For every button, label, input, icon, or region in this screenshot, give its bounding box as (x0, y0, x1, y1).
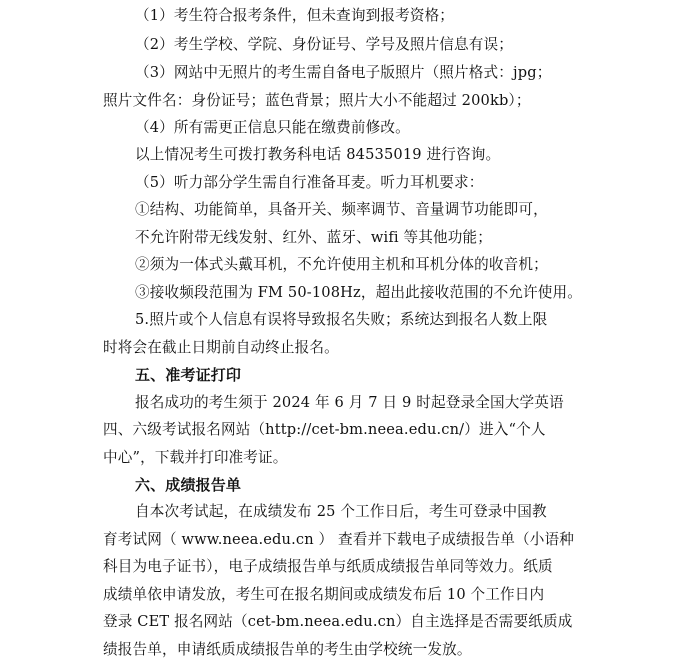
score-para-line-5: 登录 CET 报名网站（cet-bm.neea.edu.cn）自主选择是否需要纸质成 (103, 613, 573, 630)
admission-para-line-1: 报名成功的考生须于 2024 年 6 月 7 日 9 时起登录全国大学英语 (135, 394, 564, 411)
item-3-line: （3）网站中无照片的考生需自备电子版照片（照片格式：jpg； (135, 64, 552, 81)
admission-para-line-3: 中心”，下载并打印准考证。 (103, 449, 288, 466)
headset-req-1: ①结构、功能简单，具备开关、频率调节、音量调节功能即可， (135, 201, 548, 218)
headset-req-3: ③接收频段范围为 FM 50-108Hz，超出此接收范围的不允许使用。 (135, 284, 583, 301)
item-2-line: （2）考生学校、学院、身份证号、学号及照片信息有误； (135, 36, 514, 53)
score-para-line-1: 自本次考试起，在成绩发布 25 个工作日后，考生可登录中国教 (135, 503, 547, 520)
item-4-line: （4）所有需更正信息只能在缴费前修改。 (135, 119, 410, 136)
contact-note: 以上情况考生可拨打教务科电话 84535019 进行咨询。 (135, 146, 501, 163)
score-para-line-3: 科目为电子证书），电子成绩报告单与纸质成绩报告单同等效力。纸质 (103, 558, 553, 575)
score-para-line-2: 育考试网（ www.neea.edu.cn ） 查看并下载电子成绩报告单（小语种 (103, 531, 574, 548)
item-1-line: （1）考生符合报考条件，但未查询到报考资格； (135, 7, 455, 24)
headset-req-2: ②须为一体式头戴耳机，不允许使用主机和耳机分体的收音机； (135, 256, 548, 273)
item-3-continuation: 照片文件名：身份证号；蓝色背景；照片大小不能超过 200kb）； (103, 92, 531, 109)
score-para-line-4: 成绩单依申请发放，考生可在报名期间或成绩发布后 10 个工作日内 (103, 586, 545, 603)
section-5-heading: 五、准考证打印 (135, 366, 242, 384)
point-5-continuation: 时将会在截止日期前自动终止报名。 (103, 339, 339, 356)
section-6-heading: 六、成绩报告单 (135, 476, 242, 494)
item-5-line: （5）听力部分学生需自行准备耳麦。听力耳机要求： (135, 174, 484, 191)
point-5-line: 5.照片或个人信息有误将导致报名失败；系统达到报名人数上限 (135, 311, 548, 328)
admission-para-line-2: 四、六级考试报名网站（http://cet-bm.neea.edu.cn/）进入“个人 (103, 421, 546, 438)
headset-req-1-cont: 不允许附带无线发射、红外、蓝牙、wifi 等其他功能； (135, 229, 492, 246)
score-para-line-6: 绩报告单，申请纸质成绩报告单的考生由学校统一发放。 (103, 641, 472, 658)
